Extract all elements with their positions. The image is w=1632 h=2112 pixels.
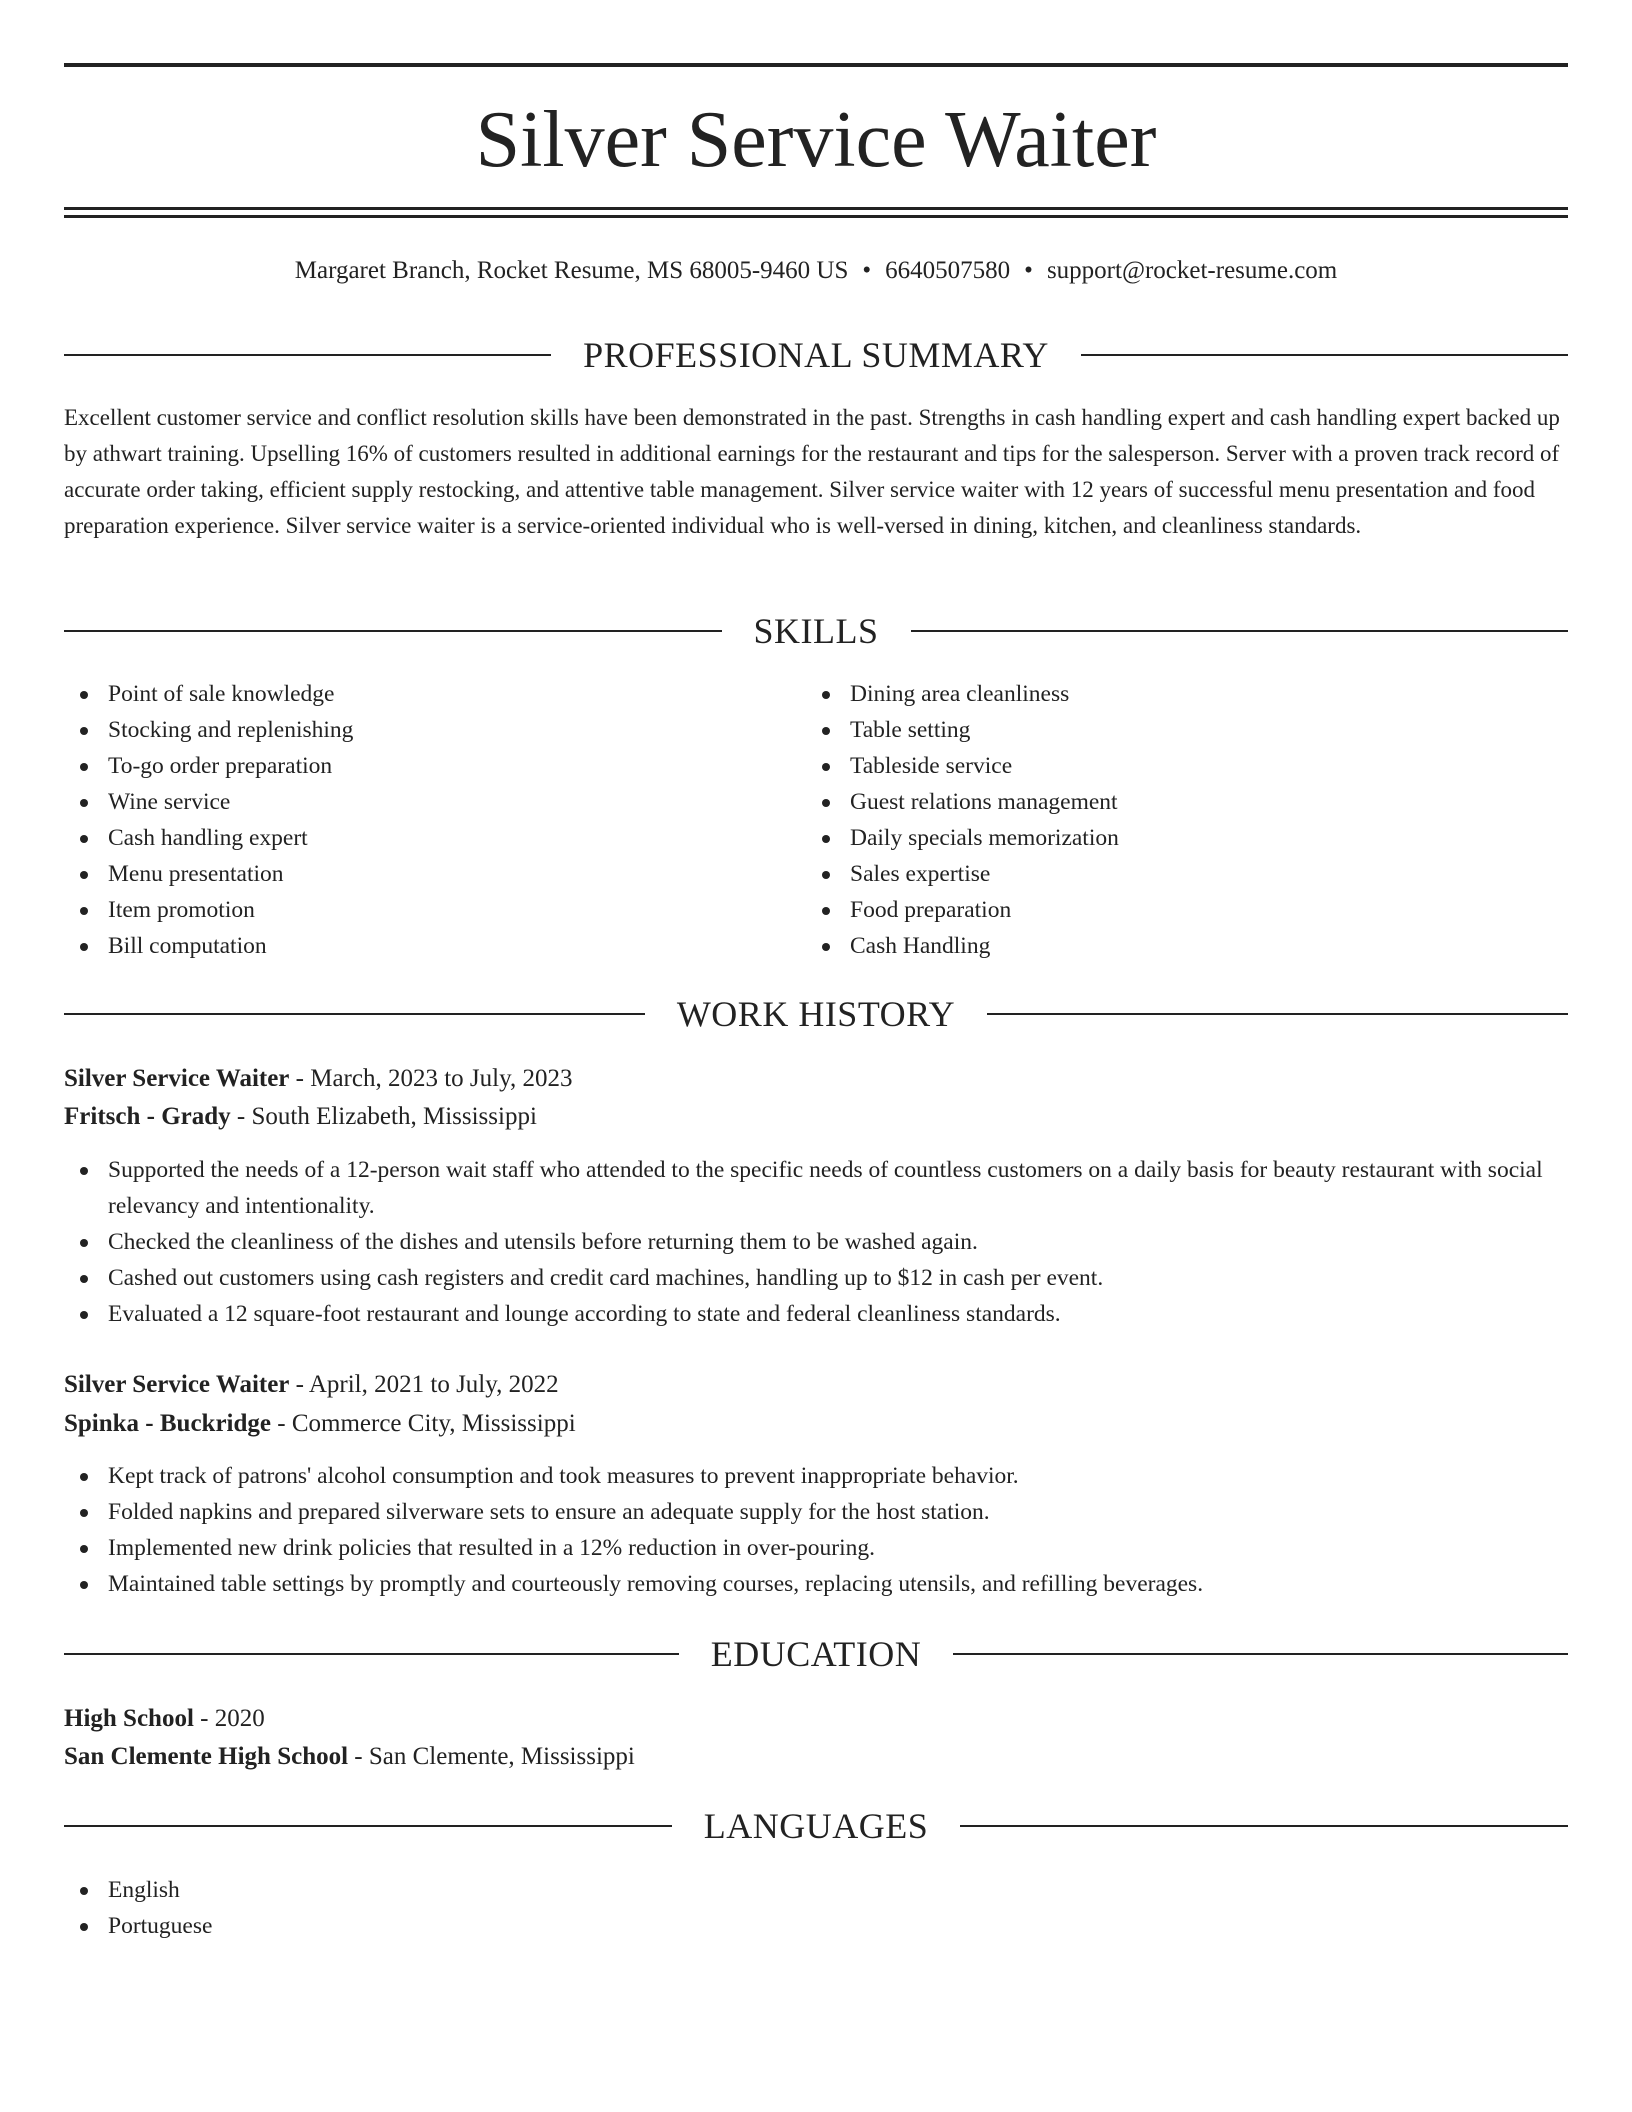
section-rule bbox=[64, 354, 551, 356]
skill-item: Point of sale knowledge bbox=[64, 676, 764, 712]
contact-email: support@rocket-resume.com bbox=[1046, 257, 1338, 284]
job-role: Silver Service Waiter bbox=[64, 1371, 290, 1398]
section-rule bbox=[64, 1825, 672, 1827]
job-bullets bbox=[64, 1458, 1568, 1602]
job-title-line bbox=[64, 1367, 1568, 1403]
education-school: San Clemente High School bbox=[64, 1743, 349, 1770]
job-dates: - March, 2023 to July, 2023 bbox=[289, 1065, 573, 1092]
skill-item: Food preparation bbox=[806, 892, 1506, 928]
skill-item: To-go order preparation bbox=[64, 748, 764, 784]
language-item: Portuguese bbox=[64, 1908, 764, 1944]
summary-text: Excellent customer service and conflict resolution skills have been demonstrated in the past. Strengths in cash handling expert and cash handling expert backed up by athwart training. Upselling 16% of customers resulted in additional earnings for the restaurant and tips for the salesperson. Server with a proven track record of accurate order taking, efficient supply restocking, and attentive table management. Silver service waiter with 12 years of successful menu presentation and food preparation experience. Silver service waiter is a service-oriented individual who is well-versed in dining, kitchen, and cleanliness standards. bbox=[64, 405, 1560, 538]
skill-item: Table setting bbox=[806, 712, 1506, 748]
section-rule bbox=[1081, 354, 1568, 356]
education-location: - San Clemente, Mississippi bbox=[348, 1743, 635, 1770]
education-degree: High School bbox=[64, 1705, 194, 1732]
contact-phone: 6640507580 bbox=[885, 257, 1011, 284]
job-bullet: Checked the cleanliness of the dishes and utensils before returning them to be washed again. bbox=[64, 1224, 1568, 1260]
skill-item: Guest relations management bbox=[806, 784, 1506, 820]
section-rule bbox=[64, 1653, 679, 1655]
section-rule bbox=[64, 1013, 645, 1015]
job-bullets bbox=[64, 1152, 1568, 1332]
section-header-education bbox=[64, 1632, 1568, 1676]
job-bullet: Cashed out customers using cash registers and credit card machines, handling up to $12 in cash per event. bbox=[64, 1260, 1568, 1296]
job-location: - Commerce City, Mississippi bbox=[271, 1410, 576, 1437]
job-employer: Spinka - Buckridge bbox=[64, 1410, 272, 1437]
section-header-work bbox=[64, 992, 1568, 1036]
language-item: English bbox=[64, 1872, 764, 1908]
section-header-summary bbox=[64, 333, 1568, 377]
resume-title: Silver Service Waiter bbox=[475, 96, 1157, 184]
skills-list-left bbox=[64, 676, 764, 964]
section-title-languages: LANGUAGES bbox=[703, 1806, 929, 1846]
job-employer: Fritsch - Grady bbox=[64, 1103, 231, 1130]
job-bullet: Supported the needs of a 12-person wait staff who attended to the specific needs of countless customers on a daily basis for beauty restaurant with social relevancy and intentionality. bbox=[64, 1152, 1568, 1224]
section-title-education: EDUCATION bbox=[710, 1634, 922, 1674]
section-rule bbox=[960, 1825, 1568, 1827]
skill-item: Menu presentation bbox=[64, 856, 764, 892]
job-location: - South Elizabeth, Mississippi bbox=[230, 1103, 537, 1130]
skill-item: Item promotion bbox=[64, 892, 764, 928]
contact-separator: • bbox=[1024, 257, 1033, 284]
title-rule-lower bbox=[64, 215, 1568, 218]
languages-list bbox=[64, 1872, 764, 1944]
section-header-languages bbox=[64, 1804, 1568, 1848]
skill-item: Cash Handling bbox=[806, 928, 1506, 964]
contact-line bbox=[64, 254, 1568, 288]
job-role: Silver Service Waiter bbox=[64, 1065, 290, 1092]
section-rule bbox=[953, 1653, 1568, 1655]
title-rule-upper bbox=[64, 207, 1568, 210]
job-bullet: Implemented new drink policies that resulted in a 12% reduction in over-pouring. bbox=[64, 1530, 1568, 1566]
skill-item: Wine service bbox=[64, 784, 764, 820]
job-bullet: Kept track of patrons' alcohol consumption and took measures to prevent inappropriate behavior. bbox=[64, 1458, 1568, 1494]
skill-item: Cash handling expert bbox=[64, 820, 764, 856]
skills-list-right bbox=[806, 676, 1506, 964]
section-title-skills: SKILLS bbox=[753, 611, 879, 651]
contact-address: Margaret Branch, Rocket Resume, MS 68005-9460 US bbox=[294, 257, 849, 284]
section-header-skills bbox=[64, 609, 1568, 653]
education-year: - 2020 bbox=[193, 1705, 265, 1732]
section-rule bbox=[987, 1013, 1568, 1015]
skill-item: Bill computation bbox=[64, 928, 764, 964]
job-bullet: Folded napkins and prepared silverware sets to ensure an adequate supply for the host station. bbox=[64, 1494, 1568, 1530]
job-title-line bbox=[64, 1061, 1568, 1097]
section-title-summary: PROFESSIONAL SUMMARY bbox=[583, 335, 1049, 375]
skill-item: Daily specials memorization bbox=[806, 820, 1506, 856]
section-rule bbox=[911, 630, 1569, 632]
skill-item: Sales expertise bbox=[806, 856, 1506, 892]
job-employer-line bbox=[64, 1099, 1568, 1135]
skill-item: Stocking and replenishing bbox=[64, 712, 764, 748]
job-employer-line bbox=[64, 1406, 1568, 1442]
skill-item: Tableside service bbox=[806, 748, 1506, 784]
education-school-line bbox=[64, 1739, 1568, 1775]
job-bullet: Maintained table settings by promptly and courteously removing courses, replacing utensils, and refilling beverages. bbox=[64, 1566, 1568, 1602]
top-rule bbox=[64, 63, 1568, 67]
section-rule bbox=[64, 630, 722, 632]
contact-separator: • bbox=[862, 257, 872, 284]
job-bullet: Evaluated a 12 square-foot restaurant and lounge according to state and federal cleanliness standards. bbox=[64, 1296, 1568, 1332]
job-dates: - April, 2021 to July, 2022 bbox=[289, 1371, 559, 1398]
skill-item: Dining area cleanliness bbox=[806, 676, 1506, 712]
education-degree-line bbox=[64, 1701, 1568, 1737]
section-title-work: WORK HISTORY bbox=[676, 994, 956, 1034]
